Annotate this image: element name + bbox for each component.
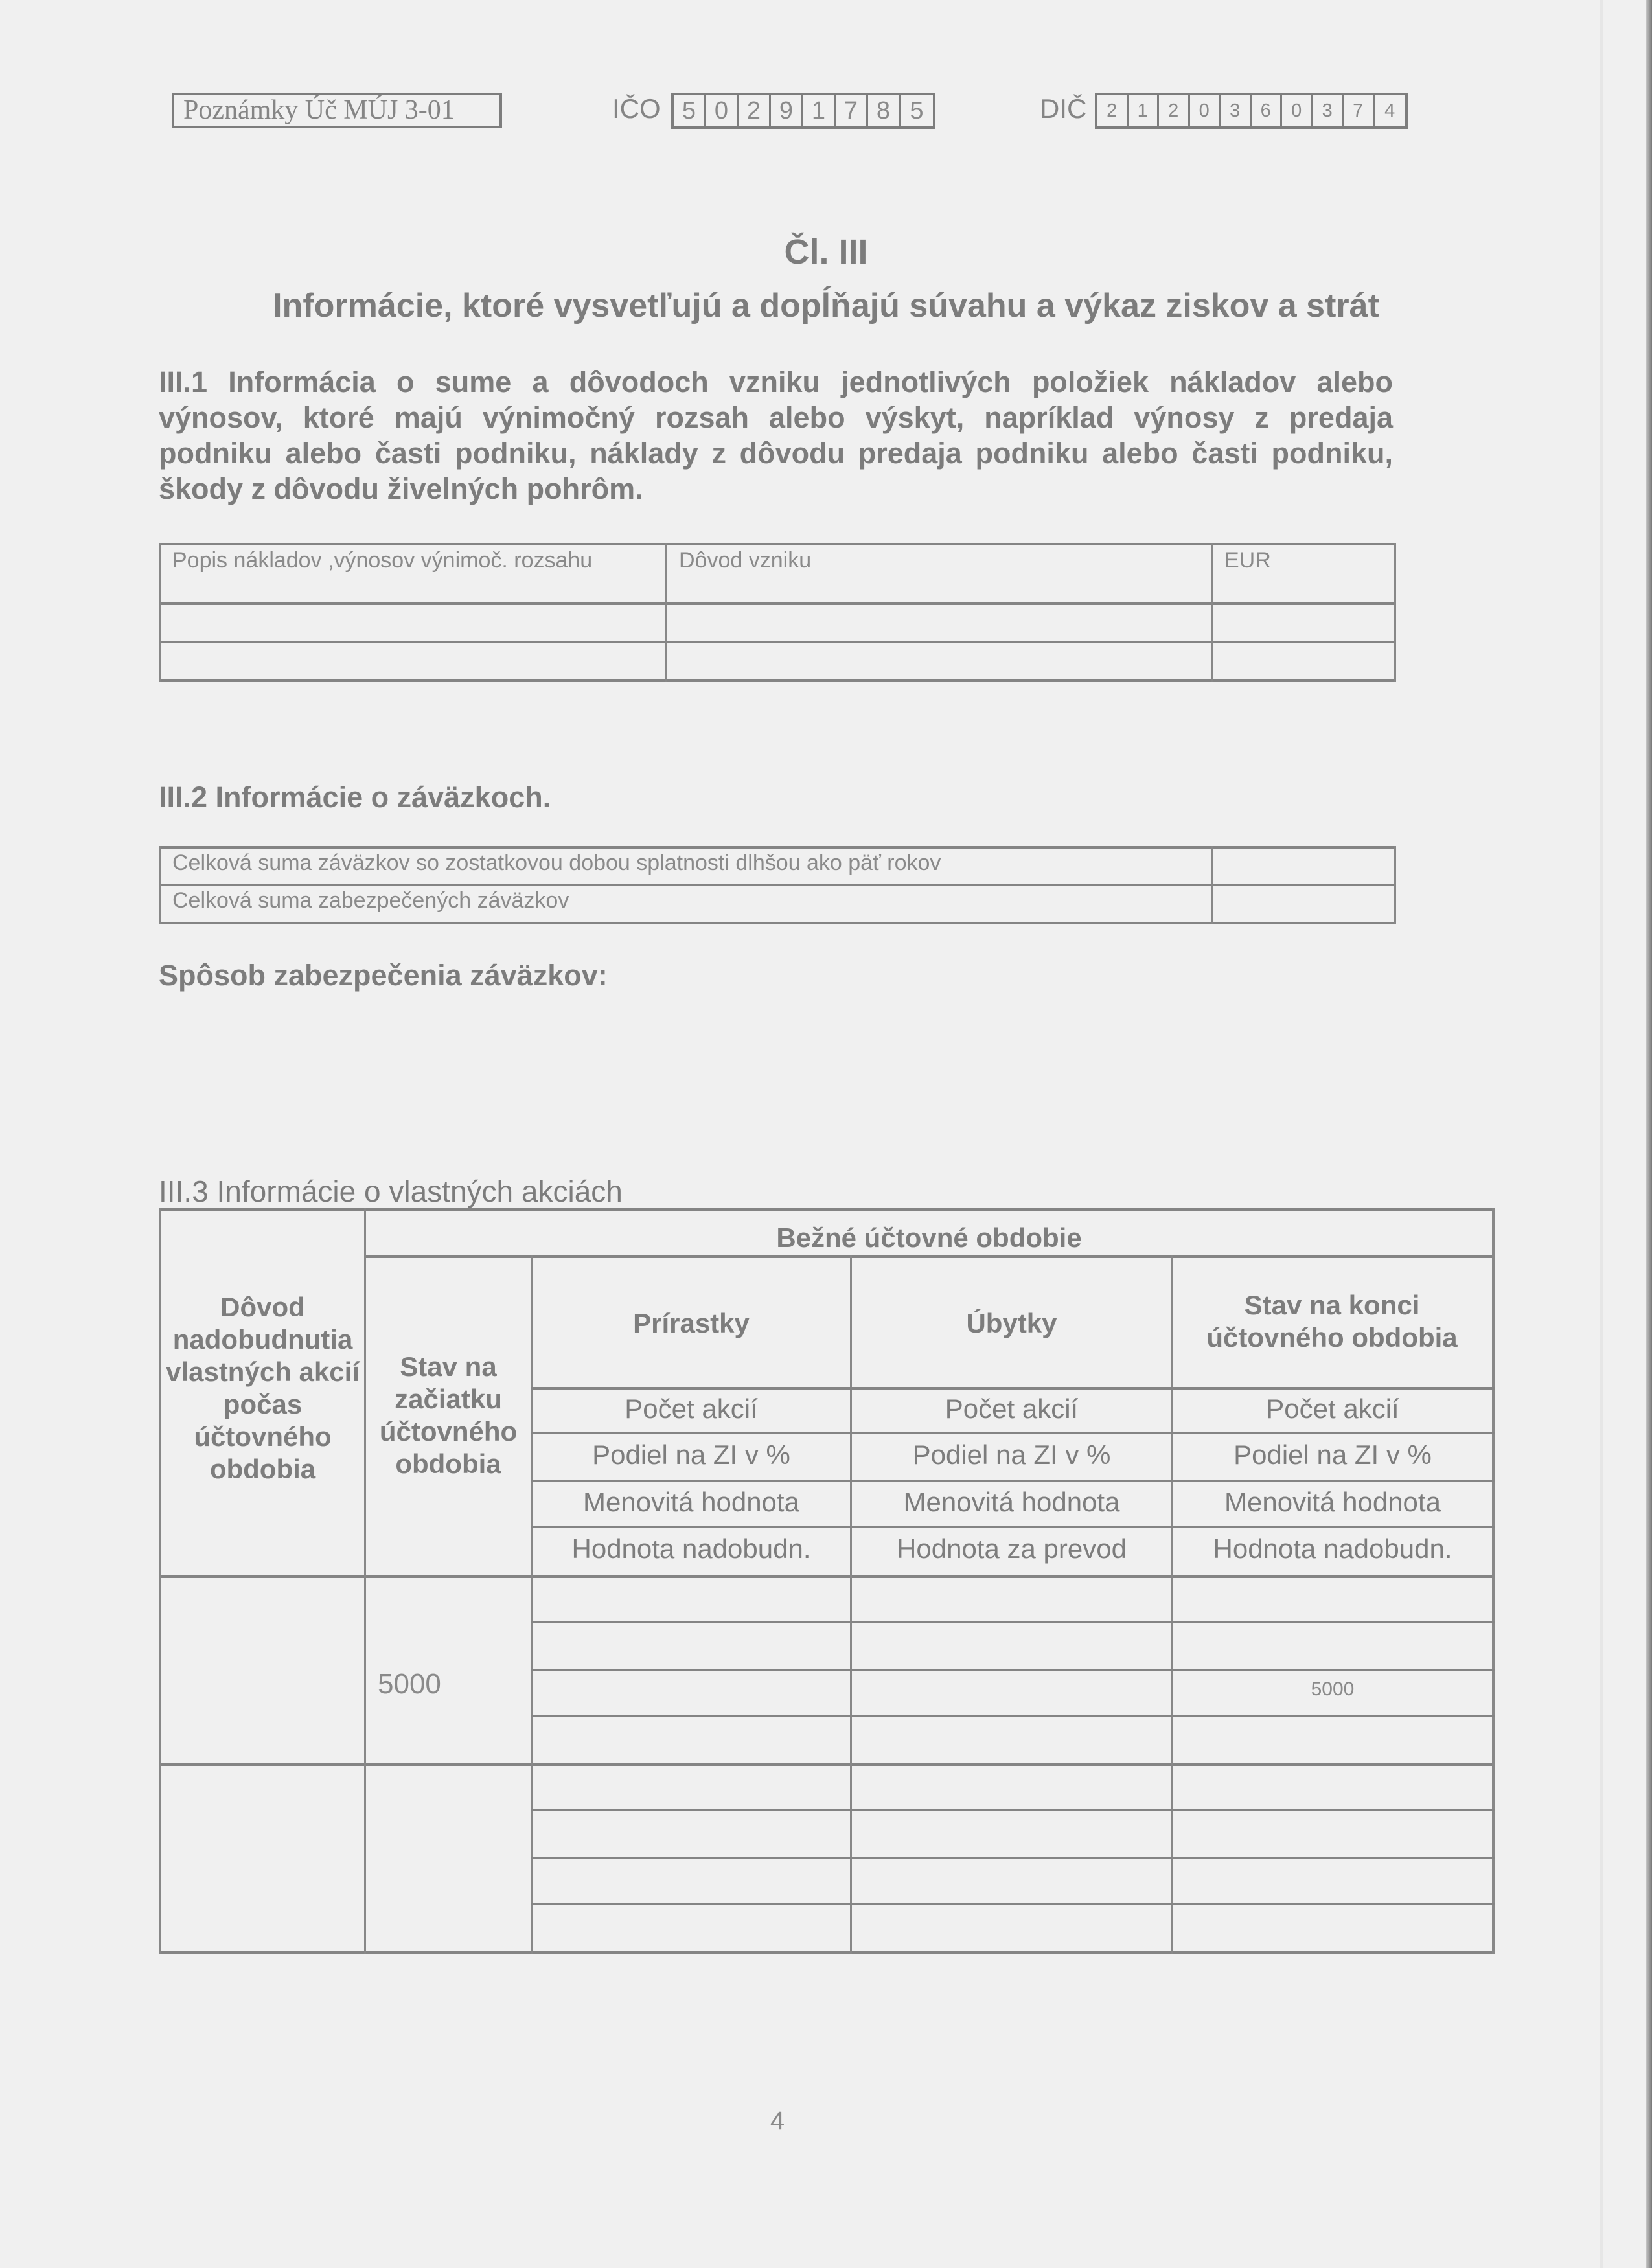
- page-number: 4: [770, 2107, 785, 2135]
- subheader-acquisition-or-transfer-value: Hodnota nadobudn.: [1213, 1533, 1452, 1564]
- table-border: [531, 1857, 1495, 1859]
- dic-digit: 1: [1129, 95, 1160, 126]
- dic-digit: 3: [1313, 95, 1344, 126]
- period-header: Bežné účtovné obdobie: [776, 1222, 1082, 1253]
- table-border: [159, 1951, 1495, 1954]
- table-header-eur: EUR: [1224, 548, 1271, 573]
- group-header-additions: Prírastky: [633, 1308, 750, 1338]
- ico-digit: 9: [771, 95, 803, 126]
- ico-digit: 5: [910, 97, 924, 124]
- subheader-share-of-capital-percent: Podiel na ZI v %: [592, 1439, 790, 1470]
- table-border: [1394, 543, 1396, 682]
- column-header-start-balance: Stav na začiatku účtovného obdobia: [379, 1351, 518, 1479]
- secured-liabilities-label: Celková suma zabezpečených záväzkov: [172, 888, 569, 913]
- ico-label: IČO: [612, 93, 661, 124]
- section-1-heading: III.1 Informácia o sume a dôvodoch vzniku jednotlivých položiek nákladov alebo výnosov, ktoré majú výnimočný rozsah alebo výskyt, napríklad výnosy z predaja podniku alebo časti podniku, náklady z dôvodu predaja podniku alebo časti podniku, škody z dôvodu živelných pohrôm.: [159, 365, 1393, 505]
- dic-digit: 6: [1252, 95, 1283, 126]
- page-edge: [1600, 0, 1603, 2268]
- table-border: [1171, 1255, 1173, 1954]
- table-border: [531, 1669, 1495, 1671]
- group-header-disposals: Úbytky: [966, 1308, 1057, 1338]
- table-border: [531, 1621, 1495, 1623]
- record-1-start-balance: 5000: [378, 1668, 441, 1700]
- ico-digit-boxes: [671, 93, 935, 129]
- table-border: [665, 543, 667, 682]
- dic-digit: 4: [1384, 100, 1395, 121]
- table-border: [531, 1526, 1495, 1528]
- chapter-heading: Čl. III: [784, 233, 868, 271]
- dic-label: DIČ: [1040, 93, 1087, 124]
- table-border: [1492, 1208, 1495, 1954]
- long-term-liabilities-label: Celková suma záväzkov so zostatkovou dobou splatnosti dlhšou ako päť rokov: [172, 851, 941, 875]
- scan-edge-shadow: [1646, 0, 1652, 2268]
- ico-digit: 5: [674, 95, 706, 126]
- subheader-count-of-shares: Počet akcií: [625, 1393, 758, 1424]
- subheader-nominal-value: Menovitá hodnota: [1224, 1487, 1441, 1517]
- subheader-count-of-shares: Počet akcií: [1266, 1393, 1399, 1424]
- table-border: [1394, 846, 1396, 924]
- ico-digit: 8: [868, 95, 901, 126]
- security-method-heading: Spôsob zabezpečenia záväzkov:: [159, 959, 608, 992]
- subheader-nominal-value: Menovitá hodnota: [903, 1487, 1120, 1517]
- table-border: [531, 1255, 533, 1954]
- table-border: [1211, 543, 1213, 682]
- table-header-description: Popis nákladov ,výnosov výnimoč. rozsahu: [172, 548, 593, 573]
- ico-digit: 0: [706, 95, 739, 126]
- dic-digit: 7: [1344, 95, 1375, 126]
- ico-digit: 2: [739, 95, 771, 126]
- table-border: [850, 1255, 852, 1954]
- table-border: [159, 1575, 1495, 1578]
- table-header-reason: Dôvod vzniku: [679, 548, 812, 573]
- section-2-heading: III.2 Informácie o záväzkoch.: [159, 781, 551, 814]
- form-code-box: [172, 93, 502, 128]
- form-code: Poznámky Úč MÚJ 3-01: [183, 95, 455, 125]
- table-border: [531, 1809, 1495, 1811]
- subheader-share-of-capital-percent: Podiel na ZI v %: [1233, 1439, 1432, 1470]
- section-3-heading: III.3 Informácie o vlastných akciách: [159, 1174, 623, 1208]
- group-header-end-balance: Stav na konci účtovného obdobia: [1206, 1290, 1458, 1353]
- dic-digit: 0: [1190, 95, 1221, 126]
- table-border: [531, 1480, 1495, 1482]
- dic-digit: 2: [1097, 95, 1129, 126]
- table-border: [159, 1763, 1495, 1766]
- dic-digit-boxes: [1095, 93, 1408, 129]
- table-border: [159, 846, 161, 924]
- dic-digit: 0: [1282, 95, 1313, 126]
- subheader-nominal-value: Menovitá hodnota: [583, 1487, 799, 1517]
- table-border: [364, 1208, 366, 1954]
- subheader-acquisition-or-transfer-value: Hodnota za prevod: [897, 1533, 1127, 1564]
- document-title: Informácie, ktoré vysvetľujú a dopĺňajú súvahu a výkaz ziskov a strát: [273, 287, 1379, 325]
- record-1-end-nominal-value: 5000: [1311, 1678, 1355, 1700]
- table-border: [531, 1387, 1495, 1390]
- ico-digit: 7: [836, 95, 868, 126]
- table-border: [159, 1208, 1495, 1211]
- ico-digit: 1: [803, 95, 836, 126]
- subheader-count-of-shares: Počet akcií: [945, 1393, 1079, 1424]
- table-border: [531, 1432, 1495, 1434]
- table-border: [531, 1903, 1495, 1905]
- table-border: [1211, 846, 1213, 924]
- column-header-reason: Dôvod nadobudnutia vlastných akcií počas účtovného obdobia: [166, 1292, 360, 1484]
- table-border: [365, 1255, 1495, 1258]
- table-border: [531, 1715, 1495, 1717]
- dic-digit: 3: [1221, 95, 1252, 126]
- subheader-acquisition-or-transfer-value: Hodnota nadobudn.: [571, 1533, 811, 1564]
- dic-digit: 2: [1159, 95, 1190, 126]
- table-border: [159, 543, 161, 682]
- subheader-share-of-capital-percent: Podiel na ZI v %: [912, 1439, 1111, 1470]
